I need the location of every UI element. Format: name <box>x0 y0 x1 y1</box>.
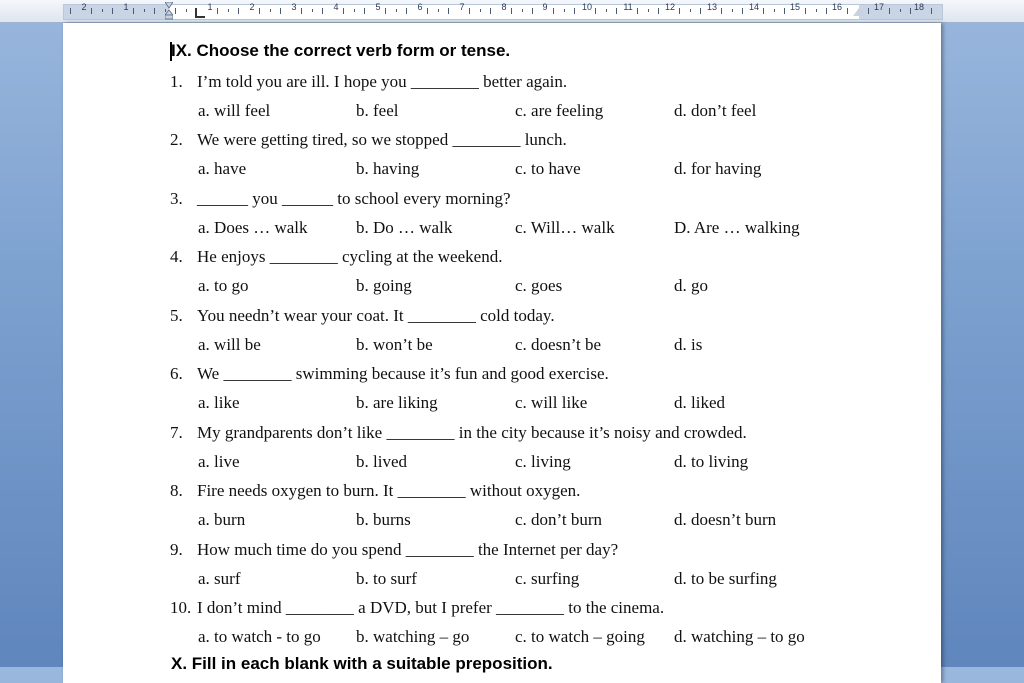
ruler-label: 7 <box>459 2 465 12</box>
ruler-tick <box>910 8 911 14</box>
ruler-tick <box>574 8 575 14</box>
question-5 <box>170 306 555 326</box>
ruler-tick <box>637 8 638 14</box>
question-text: I’m told you are ill. I hope you ________ better again. <box>197 72 568 91</box>
ruler-tick <box>679 8 680 14</box>
ruler-tick <box>102 9 103 12</box>
ruler-tick <box>868 8 869 14</box>
answer-option: a. surf <box>198 569 241 588</box>
horizontal-ruler[interactable] <box>0 0 1024 23</box>
answer-option: a. to watch - to go <box>198 627 321 646</box>
ruler-tick <box>847 8 848 14</box>
ruler-tick <box>784 8 785 14</box>
ruler-label: 1 <box>123 2 129 12</box>
ruler-tick <box>154 8 155 14</box>
document-page[interactable] <box>63 23 941 683</box>
ruler-tick <box>490 8 491 14</box>
ruler-tick <box>742 8 743 14</box>
ruler-right-margin <box>859 5 942 19</box>
answer-option: c. to have <box>515 159 581 178</box>
question-text: ______ you ______ to school every morning? <box>197 189 511 208</box>
answer-option: a. like <box>198 393 240 412</box>
answer-option: d. for having <box>674 159 762 178</box>
ruler-label: 3 <box>291 2 297 12</box>
answer-option: c. to watch – going <box>515 627 645 646</box>
answer-option: d. liked <box>674 393 725 412</box>
ruler-tick <box>900 9 901 12</box>
ruler-label: 16 <box>831 2 843 12</box>
ruler-tick <box>690 9 691 12</box>
question-8 <box>170 481 580 501</box>
ruler-tick <box>826 8 827 14</box>
question-4 <box>170 247 502 267</box>
ruler-tick <box>469 8 470 14</box>
ruler-tick <box>721 8 722 14</box>
question-2 <box>170 130 567 150</box>
ruler-tick <box>322 8 323 14</box>
ruler-tick <box>112 8 113 14</box>
ruler-tick <box>553 8 554 14</box>
ruler-tick <box>511 8 512 14</box>
ruler-tick <box>406 8 407 14</box>
section-heading: IX. Choose the correct verb form or tense. <box>171 41 511 60</box>
question-number: 7. <box>170 423 183 442</box>
answer-option: a. burn <box>198 510 246 529</box>
answer-option: a. have <box>198 159 247 178</box>
ruler-label: 1 <box>207 2 213 12</box>
question-text: He enjoys ________ cycling at the weekend. <box>197 247 503 266</box>
answer-option: d. doesn’t burn <box>674 510 777 529</box>
ruler-tick <box>805 8 806 14</box>
ruler-tick <box>186 9 187 12</box>
answer-option: d. is <box>674 335 703 354</box>
ruler-label: 14 <box>748 2 760 12</box>
ruler-tick <box>889 8 890 14</box>
ruler-tick <box>438 9 439 12</box>
answer-option: a. to go <box>198 276 249 295</box>
answer-option: a. live <box>198 452 240 471</box>
ruler-tick <box>175 8 176 14</box>
answer-option: c. doesn’t be <box>515 335 602 354</box>
ruler-tick <box>259 8 260 14</box>
question-text: We ________ swimming because it’s fun and good exercise. <box>197 364 609 383</box>
right-indent-marker-icon[interactable] <box>853 8 865 16</box>
question-number: 8. <box>170 481 183 500</box>
ruler-tick <box>564 9 565 12</box>
question-6 <box>170 364 609 384</box>
indent-marker-icon[interactable] <box>165 2 173 20</box>
ruler-tick <box>354 9 355 12</box>
answer-option: D. Are … walking <box>674 218 800 237</box>
answer-option: a. Does … walk <box>198 218 308 237</box>
ruler-tick <box>228 9 229 12</box>
ruler-tick <box>763 8 764 14</box>
answer-option: b. lived <box>356 452 407 471</box>
question-number: 5. <box>170 306 183 325</box>
question-number: 6. <box>170 364 183 383</box>
question-number: 9. <box>170 540 183 559</box>
ruler-tick <box>732 9 733 12</box>
answer-option: a. will be <box>198 335 261 354</box>
answer-option: d. go <box>674 276 708 295</box>
ruler-tick <box>648 9 649 12</box>
ruler-tick <box>427 8 428 14</box>
ruler-label: 5 <box>375 2 381 12</box>
answer-option: b. having <box>356 159 420 178</box>
answer-option: c. living <box>515 452 571 471</box>
question-number: 2. <box>170 130 183 149</box>
answer-option: d. don’t feel <box>674 101 757 120</box>
ruler-tick <box>606 9 607 12</box>
ruler-tick <box>616 8 617 14</box>
question-number: 3. <box>170 189 183 208</box>
answer-option: b. burns <box>356 510 411 529</box>
ruler-tick <box>133 8 134 14</box>
ruler-label: 18 <box>913 2 925 12</box>
ruler-tick <box>595 8 596 14</box>
ruler-tick <box>480 9 481 12</box>
question-9 <box>170 540 618 560</box>
ruler-label: 8 <box>501 2 507 12</box>
answer-option: b. Do … walk <box>356 218 453 237</box>
answer-option: b. are liking <box>356 393 438 412</box>
ruler-tick <box>700 8 701 14</box>
ruler-label: 17 <box>873 2 885 12</box>
question-10 <box>170 598 664 618</box>
ruler-tick <box>532 8 533 14</box>
answer-option: d. watching – to go <box>674 627 805 646</box>
ruler-tick <box>70 8 71 14</box>
ruler-tick <box>522 9 523 12</box>
answer-option: c. surfing <box>515 569 580 588</box>
ruler-label: 11 <box>623 2 633 12</box>
answer-option: c. Will… walk <box>515 218 615 237</box>
question-7 <box>170 423 747 443</box>
answer-option: b. feel <box>356 101 399 120</box>
ruler-tick <box>280 8 281 14</box>
ruler-tick <box>396 9 397 12</box>
ruler-tick <box>774 9 775 12</box>
answer-option: c. are feeling <box>515 101 604 120</box>
ruler-tick <box>217 8 218 14</box>
ruler-tick <box>931 8 932 14</box>
tab-stop-icon[interactable] <box>195 8 205 18</box>
ruler-tick <box>270 9 271 12</box>
question-text: My grandparents don’t like ________ in the city because it’s noisy and crowded. <box>197 423 747 442</box>
next-section-heading: X. Fill in each blank with a suitable preposition. <box>171 654 553 673</box>
question-text: You needn’t wear your coat. It ________ cold today. <box>197 306 555 325</box>
ruler-tick <box>301 8 302 14</box>
ruler-label: 13 <box>706 2 718 12</box>
answer-option: c. goes <box>515 276 563 295</box>
answer-option: b. going <box>356 276 412 295</box>
question-text: How much time do you spend ________ the Internet per day? <box>197 540 619 559</box>
answer-option: a. will feel <box>198 101 271 120</box>
question-text: Fire needs oxygen to burn. It ________ without oxygen. <box>197 481 581 500</box>
ruler-label: 2 <box>249 2 255 12</box>
answer-option: b. won’t be <box>356 335 433 354</box>
ruler-tick <box>816 9 817 12</box>
ruler-tick <box>91 8 92 14</box>
ruler-tick <box>312 9 313 12</box>
question-text: We were getting tired, so we stopped ________ lunch. <box>197 130 567 149</box>
ruler-tick <box>144 9 145 12</box>
answer-option: d. to living <box>674 452 749 471</box>
ruler-tick <box>343 8 344 14</box>
question-number: 1. <box>170 72 183 91</box>
answer-option: d. to be surfing <box>674 569 777 588</box>
ruler-label: 9 <box>542 2 548 12</box>
ruler-label: 6 <box>417 2 423 12</box>
ruler-tick <box>364 8 365 14</box>
answer-option: c. will like <box>515 393 588 412</box>
ruler-label: 4 <box>333 2 339 12</box>
answer-option: c. don’t burn <box>515 510 603 529</box>
ruler-label: 12 <box>664 2 676 12</box>
question-3 <box>170 189 511 209</box>
ruler-label: 15 <box>789 2 801 12</box>
question-1 <box>170 72 567 92</box>
ruler-label: 2 <box>81 2 87 12</box>
question-number: 4. <box>170 247 183 266</box>
ruler-tick <box>238 8 239 14</box>
answer-option: b. watching – go <box>356 627 470 646</box>
question-text: I don’t mind ________ a DVD, but I prefer ________ to the cinema. <box>197 598 665 617</box>
ruler-tick <box>658 8 659 14</box>
ruler-tick <box>448 8 449 14</box>
ruler-label: 10 <box>581 2 593 12</box>
question-number: 10. <box>170 598 192 617</box>
ruler-tick <box>385 8 386 14</box>
answer-option: b. to surf <box>356 569 417 588</box>
